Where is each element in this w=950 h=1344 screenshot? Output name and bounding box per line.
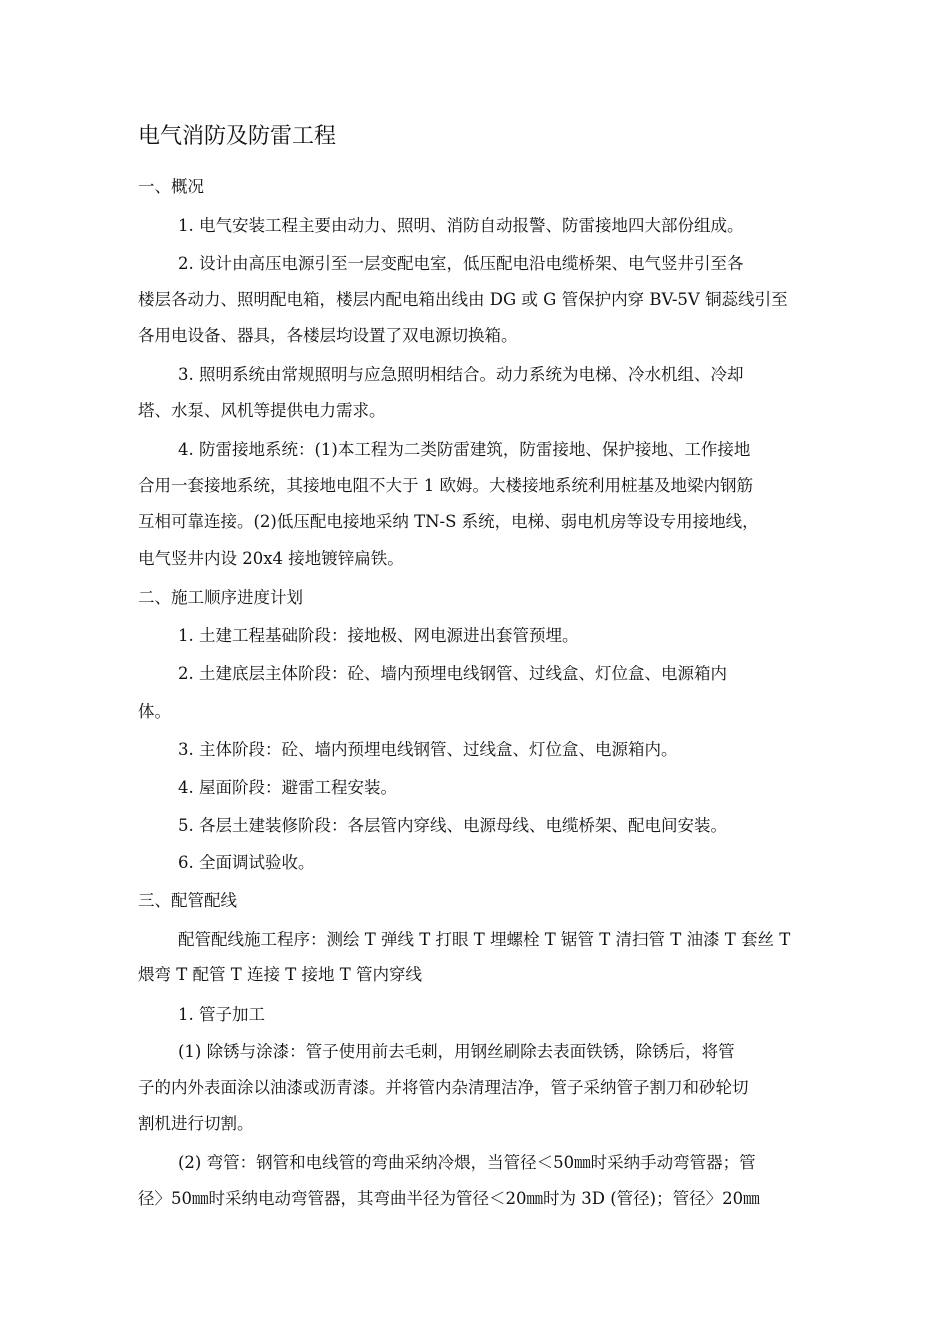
list-item: 4. 屋面阶段：避雷工程安装。 [178, 778, 397, 797]
list-item: 5. 各层土建装修阶段：各层管内穿线、电源母线、电缆桥架、配电间安装。 [178, 816, 727, 835]
list-item: 1. 土建工程基础阶段：接地极、网电源进出套管预埋。 [178, 626, 579, 645]
list-item: 体。 [138, 702, 171, 721]
paragraph-line: (2) 弯管：钢管和电线管的弯曲采纳冷煨，当管径＜50㎜时采纳手动弯管器；管 [178, 1153, 756, 1172]
paragraph-line: 合用一套接地系统，其接地电阻不大于 1 欧姆。大楼接地系统利用桩基及地梁内钢筋 [138, 476, 753, 495]
paragraph-line: 子的内外表面涂以油漆或沥青漆。并将管内杂清理洁净，管子采纳管子割刀和砂轮切 [138, 1078, 749, 1097]
paragraph-line: 1. 电气安装工程主要由动力、照明、消防自动报警、防雷接地四大部份组成。 [178, 216, 744, 235]
list-item: 6. 全面调试验收。 [178, 853, 315, 872]
section-heading-piping: 三、配管配线 [138, 891, 237, 910]
paragraph-line: 各用电设备、器具，各楼层均设置了双电源切换箱。 [138, 326, 518, 345]
subheading: 1. 管子加工 [178, 1005, 265, 1024]
paragraph-line: 2. 设计由高压电源引至一层变配电室，低压配电沿电缆桥架、电气竖井引至各 [178, 254, 744, 273]
page-title: 电气消防及防雷工程 [138, 124, 337, 149]
paragraph-line: 煨弯 T 配管 T 连接 T 接地 T 管内穿线 [138, 965, 422, 984]
paragraph-line: (1) 除锈与涂漆：管子使用前去毛刺，用钢丝刷除去表面铁锈，除锈后，将管 [178, 1042, 735, 1061]
list-item: 3. 主体阶段：砼、墙内预埋电线钢管、过线盒、灯位盒、电源箱内。 [178, 740, 678, 759]
paragraph-line: 塔、水泵、风机等提供电力需求。 [138, 401, 386, 420]
list-item: 2. 土建底层主体阶段：砼、墙内预埋电线钢管、过线盒、灯位盒、电源箱内 [178, 664, 727, 683]
paragraph-line: 割机进行切割。 [138, 1114, 254, 1133]
section-heading-schedule: 二、施工顺序进度计划 [138, 588, 303, 607]
paragraph-line: 径〉50㎜时采纳电动弯管器，其弯曲半径为管径＜20㎜时为 3D (管径)；管径〉20㎜ [138, 1189, 760, 1208]
paragraph-line: 互相可靠连接。(2)低压配电接地采纳 TN-S 系统，电梯、弱电机房等设专用接地线， [138, 512, 759, 531]
paragraph-line: 3. 照明系统由常规照明与应急照明相结合。动力系统为电梯、冷水机组、冷却 [178, 365, 744, 384]
paragraph-line: 电气竖井内设 20x4 接地镀锌扁铁。 [138, 549, 404, 568]
paragraph-line: 楼层各动力、照明配电箱，楼层内配电箱出线由 DG 或 G 管保护内穿 BV-5V 铜蕊线引至 [138, 290, 788, 309]
paragraph-line: 4. 防雷接地系统：(1)本工程为二类防雷建筑，防雷接地、保护接地、工作接地 [178, 440, 751, 459]
paragraph-line: 配管配线施工程序：测绘 T 弹线 T 打眼 T 埋螺栓 T 锯管 T 清扫管 T 油漆 T 套丝 T [178, 930, 791, 949]
section-heading-overview: 一、概况 [138, 177, 204, 196]
